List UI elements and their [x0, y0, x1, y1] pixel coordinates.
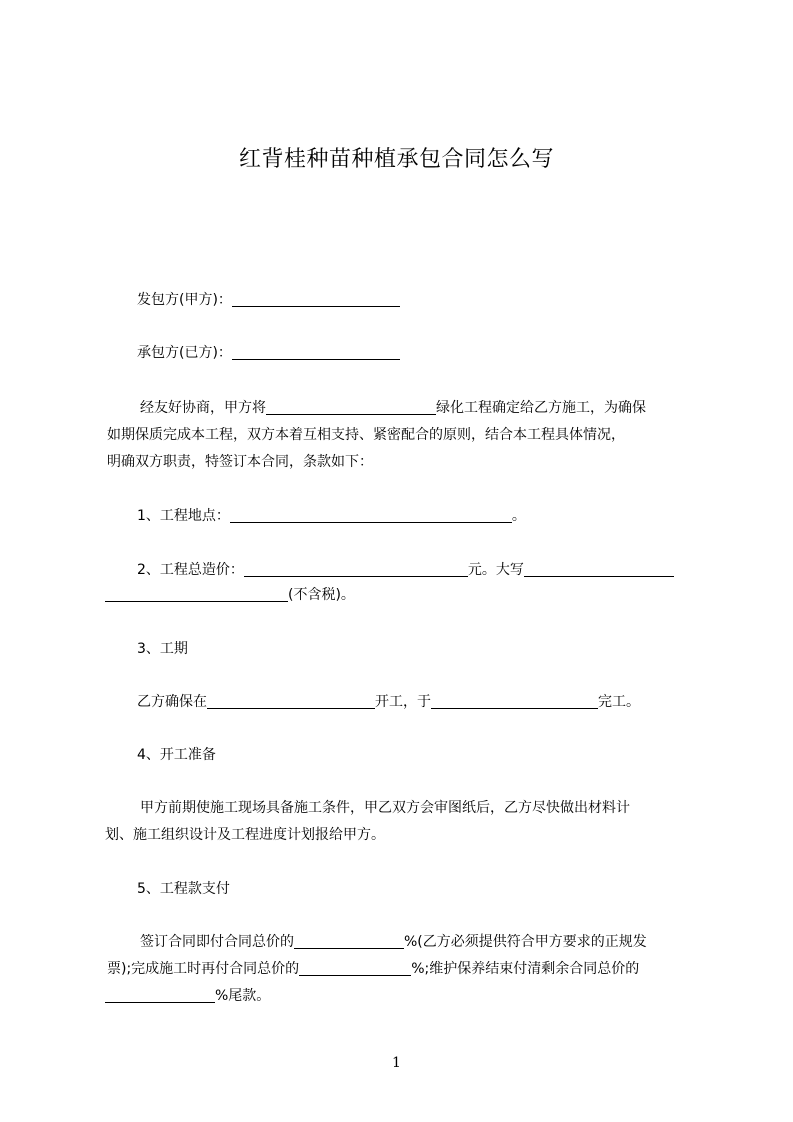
price-blank	[244, 561, 468, 577]
page-title: 红背桂种苗种植承包合同怎么写	[238, 147, 554, 172]
item-4-label: 4、开工准备	[137, 747, 216, 763]
pay-text-1a: 签订合同即付合同总价的	[140, 934, 294, 950]
pay-line-3	[105, 986, 270, 1006]
item-2-line-2	[105, 585, 355, 605]
party-a-line	[137, 290, 400, 310]
end-date-blank	[431, 693, 598, 709]
pay-percent-blank-1	[294, 933, 404, 949]
item-1-label: 1、工程地点：	[137, 508, 230, 524]
page-number: 1	[392, 1055, 401, 1071]
item-2-end: (不含税)。	[288, 587, 355, 603]
intro-line-2: 如期保质完成本工程，双方本着互相支持、紧密配合的原则，结合本工程具体情况，	[107, 427, 625, 443]
party-b-label: 承包方(已方)：	[137, 345, 232, 361]
intro-line-3: 明确双方职责，特签订本合同，条款如下：	[107, 454, 373, 470]
pay-percent-blank-3	[105, 987, 215, 1003]
intro-line-1	[140, 398, 646, 418]
schedule-text-b: 开工，于	[375, 694, 431, 710]
pay-text-3: %尾款。	[215, 988, 271, 1004]
party-b-line	[137, 343, 400, 363]
pay-percent-blank-2	[299, 960, 411, 976]
item-2-mid: 元。大写	[467, 562, 524, 578]
party-a-blank	[232, 291, 400, 307]
item-1-line	[137, 506, 526, 526]
party-a-label: 发包方(甲方)：	[137, 292, 232, 308]
item-3-label: 3、工期	[137, 641, 188, 657]
pay-line-2	[107, 959, 639, 979]
start-date-blank	[207, 693, 375, 709]
intro-project-blank	[266, 399, 436, 415]
item-2-label: 2、工程总造价：	[137, 562, 244, 578]
location-blank	[230, 507, 512, 523]
pay-text-1b: %(乙方必须提供符合甲方要求的正规发	[404, 934, 647, 950]
schedule-line	[137, 692, 640, 712]
item-2-line-1	[137, 560, 674, 580]
schedule-text-a: 乙方确保在	[137, 694, 207, 710]
prep-line-2: 划、施工组织设计及工程进度计划报给甲方。	[105, 827, 385, 843]
pay-text-2a: 票);完成施工时再付合同总价的	[107, 961, 300, 977]
pay-text-2b: %;维护保养结束付清剩余合同总价的	[411, 961, 640, 977]
pay-line-1	[140, 932, 647, 952]
intro-text-1b: 绿化工程确定给乙方施工，为确保	[436, 400, 646, 416]
price-words-blank-2	[105, 586, 288, 602]
schedule-text-c: 完工。	[598, 694, 640, 710]
intro-text-1a: 经友好协商，甲方将	[140, 400, 266, 416]
prep-line-1: 甲方前期使施工现场具备施工条件，甲乙双方会审图纸后，乙方尽快做出材料计	[140, 800, 630, 816]
item-5-label: 5、工程款支付	[137, 881, 230, 897]
price-words-blank-1	[524, 561, 674, 577]
party-b-blank	[232, 344, 400, 360]
item-1-end: 。	[511, 508, 526, 524]
